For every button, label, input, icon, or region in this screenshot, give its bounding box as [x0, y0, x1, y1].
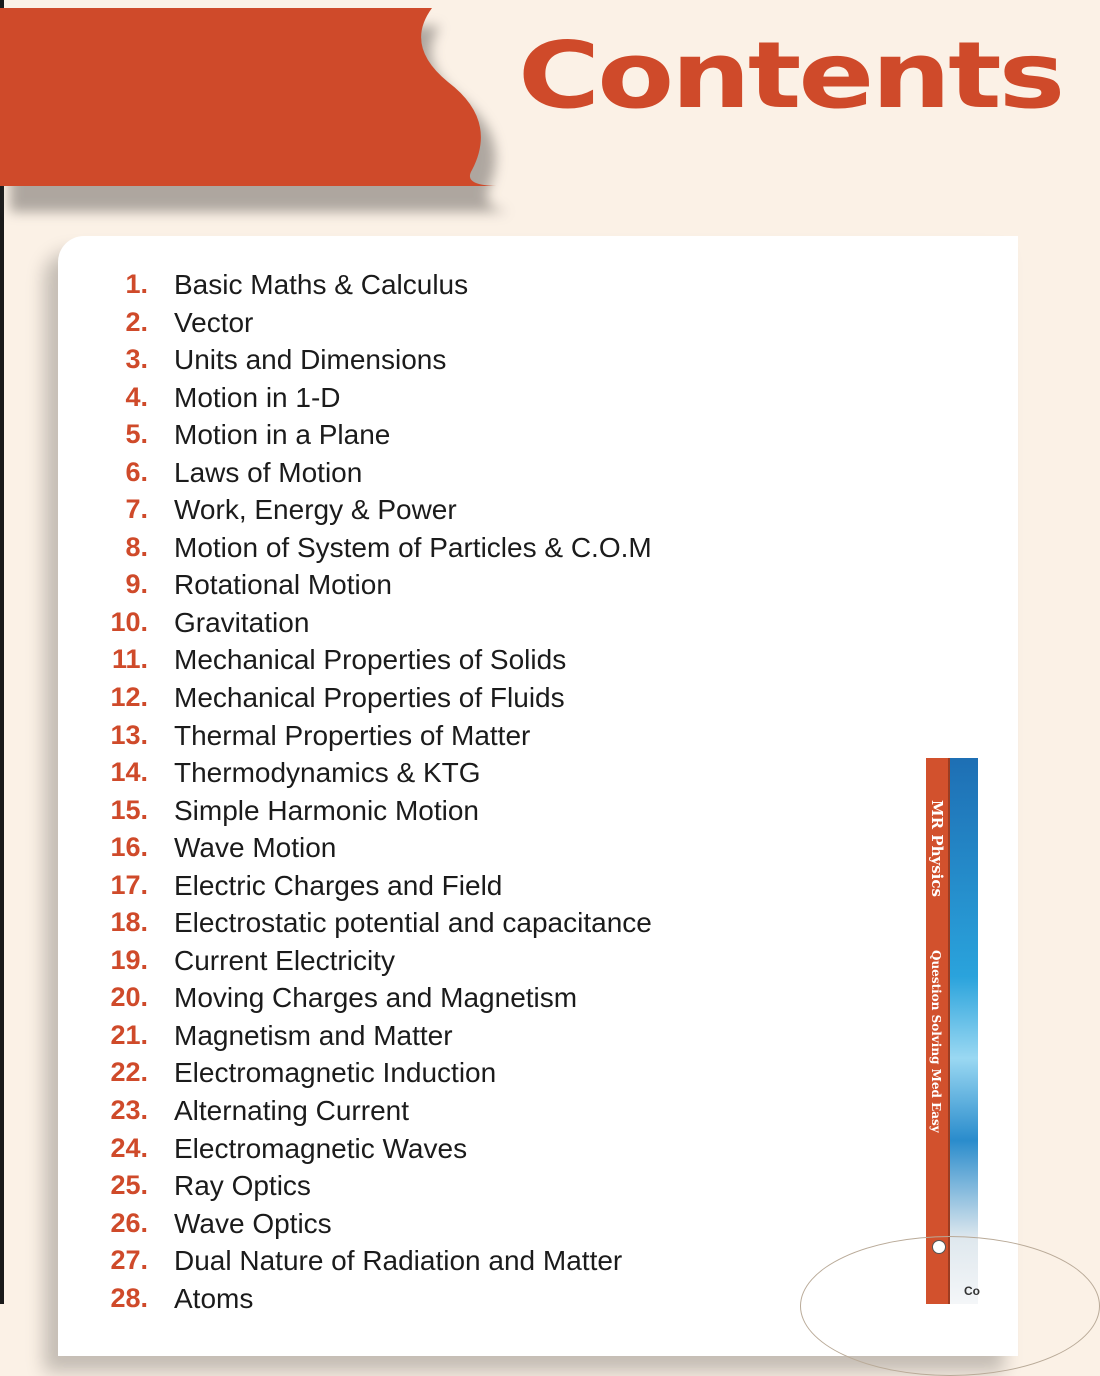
chapter-title: Laws of Motion — [174, 456, 363, 488]
chapter-number: 2. — [125, 306, 148, 337]
chapter-number: 13. — [110, 719, 148, 750]
chapter-number: 18. — [110, 907, 148, 938]
chapter-title: Work, Energy & Power — [174, 494, 457, 526]
title-banner — [0, 0, 560, 230]
chapter-number: 20. — [110, 982, 148, 1013]
chapter-number: 16. — [110, 832, 148, 863]
chapter-number: 11. — [111, 644, 148, 675]
chapter-title: Magnetism and Matter — [174, 1019, 453, 1051]
chapter-number: 21. — [110, 1019, 148, 1050]
chapter-title: Thermal Properties of Matter — [174, 719, 531, 751]
chapter-title: Atoms — [174, 1282, 254, 1314]
chapter-number: 27. — [110, 1245, 148, 1276]
chapter-title: Electromagnetic Waves — [174, 1132, 468, 1164]
chapter-title: Motion in 1-D — [174, 381, 341, 413]
chapter-number: 1. — [125, 269, 148, 299]
chapter-title: Dual Nature of Radiation and Matter — [174, 1245, 623, 1277]
chapter-number: 14. — [110, 757, 148, 788]
chapter-title: Electromagnetic Induction — [174, 1057, 497, 1089]
chapter-number: 24. — [110, 1132, 148, 1163]
book-cover-tag: Co — [964, 1284, 980, 1298]
chapter-title: Electric Charges and Field — [174, 869, 503, 901]
chapter-number: 19. — [110, 944, 148, 975]
chapter-number: 6. — [125, 456, 148, 487]
chapter-title: Mechanical Properties of Fluids — [174, 682, 565, 714]
chapter-number: 23. — [110, 1095, 148, 1126]
chapter-number: 17. — [110, 869, 148, 900]
chapter-title: Mechanical Properties of Solids — [174, 644, 567, 676]
chapter-title: Basic Maths & Calculus — [174, 269, 469, 300]
chapter-title: Ray Optics — [174, 1170, 311, 1202]
chapter-number: 3. — [125, 344, 148, 375]
chapter-number: 7. — [125, 494, 148, 525]
decorative-oval — [800, 1236, 1100, 1376]
chapter-title: Wave Optics — [174, 1207, 332, 1239]
chapter-number: 22. — [110, 1057, 148, 1088]
chapter-title: Simple Harmonic Motion — [174, 794, 479, 826]
book-subtitle: Question Solving Med Easy — [929, 950, 943, 1133]
chapter-title: Motion of System of Particles & C.O.M — [174, 531, 652, 563]
chapter-number: 28. — [110, 1282, 148, 1313]
page-title: Contents — [518, 22, 1063, 130]
book-cover-edge — [950, 758, 978, 1304]
chapter-title: Rotational Motion — [174, 569, 392, 601]
chapter-title: Current Electricity — [174, 944, 395, 976]
chapter-title: Thermodynamics & KTG — [174, 757, 481, 789]
chapter-title: Alternating Current — [174, 1095, 410, 1127]
chapter-title: Electrostatic potential and capacitance — [174, 907, 652, 939]
book-thumbnail — [926, 758, 978, 1304]
chapter-number: 25. — [110, 1170, 148, 1201]
chapter-title: Gravitation — [174, 606, 310, 638]
chapter-title: Vector — [174, 306, 254, 338]
chapter-number: 8. — [125, 531, 148, 562]
chapter-title: Wave Motion — [174, 832, 337, 864]
chapter-title: Moving Charges and Magnetism — [174, 982, 578, 1014]
chapter-title: Motion in a Plane — [174, 419, 391, 451]
chapter-number: 26. — [110, 1207, 148, 1238]
chapter-number: 9. — [125, 569, 148, 600]
chapter-title: Units and Dimensions — [174, 344, 447, 376]
chapter-number: 4. — [125, 381, 148, 412]
chapter-number: 12. — [110, 682, 148, 713]
book-series-title: MR Physics — [928, 800, 946, 897]
chapter-number: 5. — [125, 419, 148, 450]
chapter-number: 15. — [110, 794, 148, 825]
chapter-number: 10. — [110, 606, 148, 637]
